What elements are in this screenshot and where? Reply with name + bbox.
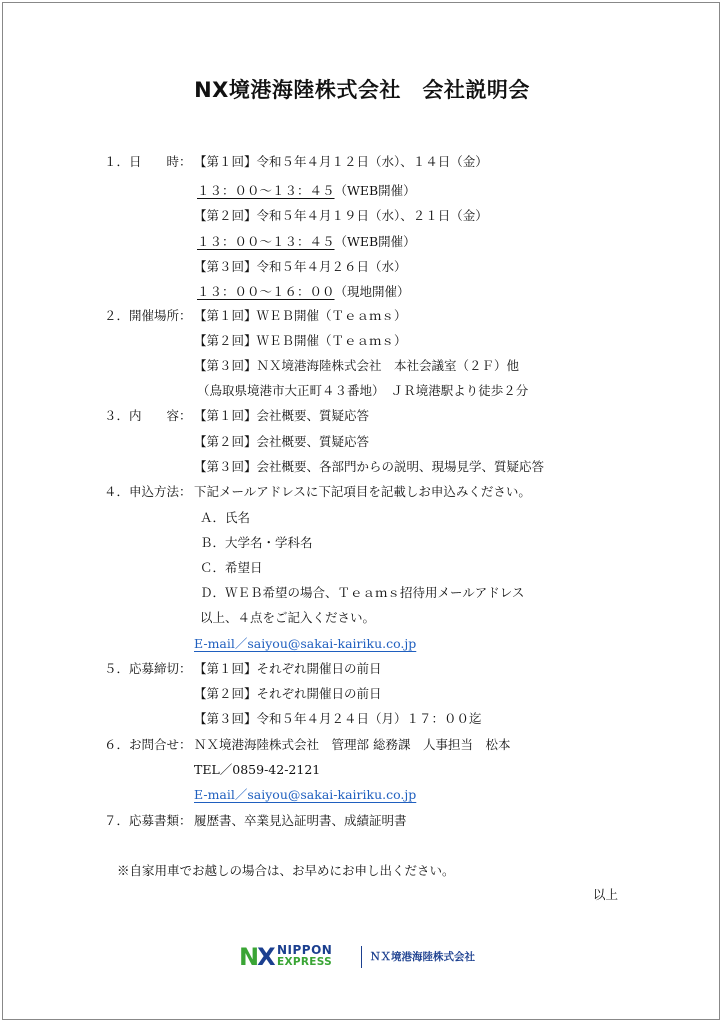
section-5-label: ５．応募締切： xyxy=(104,661,192,676)
section-1-label: １．日 時： xyxy=(104,154,192,169)
event-format: （WEB開催） xyxy=(334,183,416,198)
section-1-line: 【第２回】令和５年４月１９日（水）、２１日（金） xyxy=(194,208,488,223)
contact-email-link[interactable]: E-mail／saiyou@sakai-kairiku.co.jp xyxy=(194,787,417,802)
section-1-line: 【第３回】令和５年４月２６日（水） xyxy=(194,259,407,274)
contact-phone: TEL／0859-42-2121 xyxy=(194,762,321,777)
section-5-line: 【第３回】令和５年４月２４日（月）１７：００迄 xyxy=(194,711,482,726)
section-6-label: ６．お問合せ： xyxy=(104,737,192,752)
application-email-link[interactable]: E-mail／saiyou@sakai-kairiku.co.jp xyxy=(194,636,417,651)
event-format: （現地開催） xyxy=(334,284,410,299)
section-7-label: ７．応募書類： xyxy=(104,813,192,828)
section-5-line: 【第２回】それぞれ開催日の前日 xyxy=(194,686,382,701)
section-2-line: 【第１回】ＷＥＢ開催（Ｔｅａｍｓ） xyxy=(194,308,407,323)
section-2-label: ２．開催場所： xyxy=(104,308,192,323)
application-item: Ｃ．希望日 xyxy=(200,560,263,575)
section-1-line: 【第１回】令和５年４月１２日（水）、１４日（金） xyxy=(194,154,488,169)
section-3-line: 【第１回】会社概要、質疑応答 xyxy=(194,408,370,423)
application-item: Ａ．氏名 xyxy=(200,510,251,525)
nx-logo-icon: NX xyxy=(239,943,274,971)
parking-note: ※自家用車でお越しの場合は、お早めにお申し出ください。 xyxy=(117,863,455,878)
section-5-line: 【第１回】それぞれ開催日の前日 xyxy=(194,661,382,676)
application-note: 以上、４点をご記入ください。 xyxy=(200,610,376,625)
nippon-express-wordmark: NIPPON EXPRESS xyxy=(277,943,333,968)
time-range: １３：００～１３：４５ xyxy=(197,183,335,198)
section-2-line: 【第２回】ＷＥＢ開催（Ｔｅａｍｓ） xyxy=(194,333,407,348)
section-7-line: 履歴書、卒業見込証明書、成績証明書 xyxy=(194,813,407,828)
section-4-line: 下記メールアドレスに下記項目を記載しお申込みください。 xyxy=(194,484,531,499)
section-4-label: ４．申込方法： xyxy=(104,484,192,499)
application-item: Ｂ．大学名・学科名 xyxy=(200,535,313,550)
event-format: （WEB開催） xyxy=(334,234,416,249)
application-item: Ｄ．ＷＥＢ希望の場合、Ｔｅａｍｓ招待用メールアドレス xyxy=(200,585,525,600)
closing-mark: 以上 xyxy=(593,887,619,902)
time-range: １３：００～１６：００ xyxy=(197,284,335,299)
section-3-line: 【第３回】会社概要、各部門からの説明、現場見学、質疑応答 xyxy=(194,459,545,474)
section-3-label: ３．内 容： xyxy=(104,408,192,423)
footer-company-name: ＮＸ境港海陸株式会社 xyxy=(370,951,475,963)
footer-divider xyxy=(361,946,362,968)
time-range: １３：００～１３：４５ xyxy=(197,234,335,249)
section-2-line: 【第３回】ＮＸ境港海陸株式会社 本社会議室（２Ｆ）他 xyxy=(194,358,520,373)
section-6-line: ＮＸ境港海陸株式会社 管理部 総務課 人事担当 松本 xyxy=(194,737,511,752)
section-3-line: 【第２回】会社概要、質疑応答 xyxy=(194,434,370,449)
section-2-address: （鳥取県境港市大正町４３番地） ＪＲ境港駅より徒歩２分 xyxy=(197,383,529,398)
page-title: NX境港海陸株式会社 会社説明会 xyxy=(194,78,530,102)
